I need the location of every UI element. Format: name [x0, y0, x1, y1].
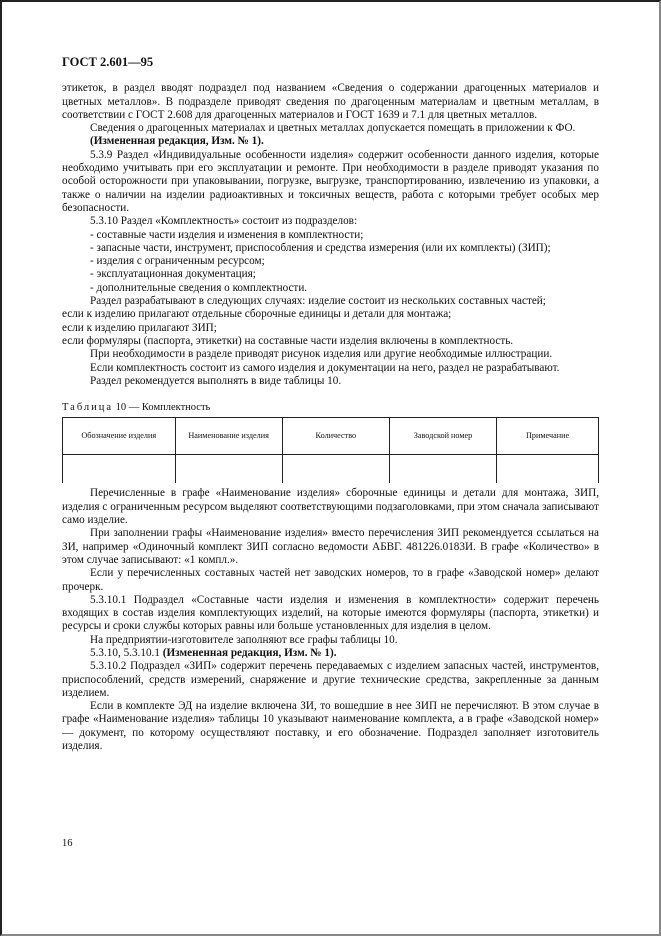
paragraph: Раздел разрабатывают в следующих случаях: изделие состоит из нескольких составных частей; — [90, 295, 546, 308]
amendment-note — [62, 647, 599, 660]
table-cell — [175, 455, 282, 484]
paragraph: 5.3.9 Раздел «Индивидуальные особенности изделия» содержит особенности данного изделия, которые необходимо учитывать при его эксплуатации и ремонте. При необходимости в разделе приводят указания по особой осторожности при упаковывании, погрузке, выгрузке, транспортированию, извлечению из упаковки, а также о наличии на изделии радиоактивных и токсичных веществ, работа с которыми требует особых мер безопасности. — [62, 148, 599, 214]
paragraph: На предприятии-изготовителе заполняют все графы таблицы 10. — [90, 633, 398, 646]
table-cell — [282, 455, 389, 484]
paragraph: Сведения о драгоценных материалах и цветных металлах допускается помещать в приложении к ФО. — [90, 122, 576, 135]
page-number: 16 — [62, 838, 73, 849]
table-header-cell: Наименование изделия — [175, 418, 282, 455]
list-item: - эксплуатационная документация; — [90, 268, 256, 281]
list-item: - составные части изделия и изменения в комплектности; — [90, 228, 364, 241]
table-header-cell: Количество — [282, 418, 389, 455]
document-header: ГОСТ 2.601—95 — [62, 55, 154, 69]
table-header-cell: Заводской номер — [389, 418, 496, 455]
paragraph: Если у перечисленных составных частей нет заводских номеров, то в графе «Заводской номер» делают прочерк. — [62, 567, 599, 593]
paragraph: если формуляры (паспорта, этикетки) на составные части изделия включены в комплектность. — [62, 334, 514, 347]
table-cell — [389, 455, 496, 484]
table-cell — [497, 455, 599, 484]
paragraph: этикеток, в раздел вводят подраздел под названием «Сведения о содержании драгоценных материалов и цветных металлов». В подразделе приводят сведения по драгоценным материалам и цветным металлам, в соответствии с ГОСТ 2.608 для драгоценных материалов и ГОСТ 1639 и 7.1 для цветных металлов. — [62, 82, 599, 121]
paragraph: Если комплектность состоит из самого изделия и документации на него, раздел не разрабатывают. — [90, 361, 560, 374]
amendment-label: (Измененная редакция, Изм. № 1). — [162, 646, 337, 659]
table-header-row — [63, 418, 599, 455]
paragraph: При необходимости в разделе приводят рисунок изделия или другие необходимые иллюстрации. — [90, 348, 553, 361]
paragraph: Если в комплекте ЭД на изделие включена ЗИ, то вошедшие в нее ЗИП не перечисляют. В этом случае в графе «Наименование изделия» таблицы 10 указывают наименование комплекта, а в графе «Заводской номер» — документ, по которому осуществляют поставку, и его обозначение. Подраздел заполняет изготовитель изделия. — [62, 700, 599, 753]
table-row — [63, 455, 599, 484]
paragraph: 5.3.10.1 Подраздел «Составные части изделия и изменения в комплектности» содержит перечень входящих в состав изделия комплектующих изделий, на которые имеются формуляры (паспорта, этикетки) и ресурсы и сроки службы которых равны или больше установленных для изделия в целом. — [62, 593, 599, 633]
paragraph: Перечисленные в графе «Наименование изделия» сборочные единицы и детали для монтажа, ЗИП, изделия с ограниченным ресурсом выделяют соответствующими подзаголовками, при этом сначала записывают само изделие. — [62, 487, 599, 527]
paragraph: Раздел рекомендуется выполнять в виде таблицы 10. — [90, 374, 342, 387]
paragraph: При заполнении графы «Наименование изделия» вместо перечисления ЗИП рекомендуется ссылаться на ЗИ, например «Одиночный комплект ЗИП согласно ведомости АБВГ. 481226.0183И. В графе «Количество» в этом случае записывают: «1 компл.». — [62, 527, 599, 566]
list-item: - изделия с ограниченным ресурсом; — [90, 255, 265, 268]
table-header-cell: Обозначение изделия — [63, 418, 176, 455]
table-caption-label: Таблица — [62, 402, 114, 414]
document-body — [62, 56, 599, 753]
amendment-note: (Измененная редакция, Изм. № 1). — [90, 135, 264, 148]
paragraph: 5.3.10 Раздел «Комплектность» состоит из подразделов: — [90, 215, 358, 228]
table-cell — [63, 455, 176, 484]
paragraph: если к изделию прилагают отдельные сборочные единицы и детали для монтажа; — [62, 308, 452, 321]
paragraph: 5.3.10.2 Подраздел «ЗИП» содержит перечень передаваемых с изделием запасных частей, инструментов, приспособлений, средств измерений, снаряжение и другие технические средства, закрепленные за данным изделием. — [62, 660, 599, 699]
list-item: - дополнительные сведения о комплектности. — [90, 281, 308, 294]
table-caption — [62, 401, 599, 414]
table-header-cell: Примечание — [497, 418, 599, 455]
completeness-table — [62, 417, 599, 483]
list-item: - запасные части, инструмент, приспособления и средства измерения (или их комплекты) (ЗИП); — [90, 241, 551, 254]
paragraph: если к изделию прилагают ЗИП; — [62, 321, 217, 334]
amendment-clauses: 5.3.10, 5.3.10.1 — [90, 646, 163, 659]
table-caption-title: 10 — Комплектность — [113, 402, 211, 414]
